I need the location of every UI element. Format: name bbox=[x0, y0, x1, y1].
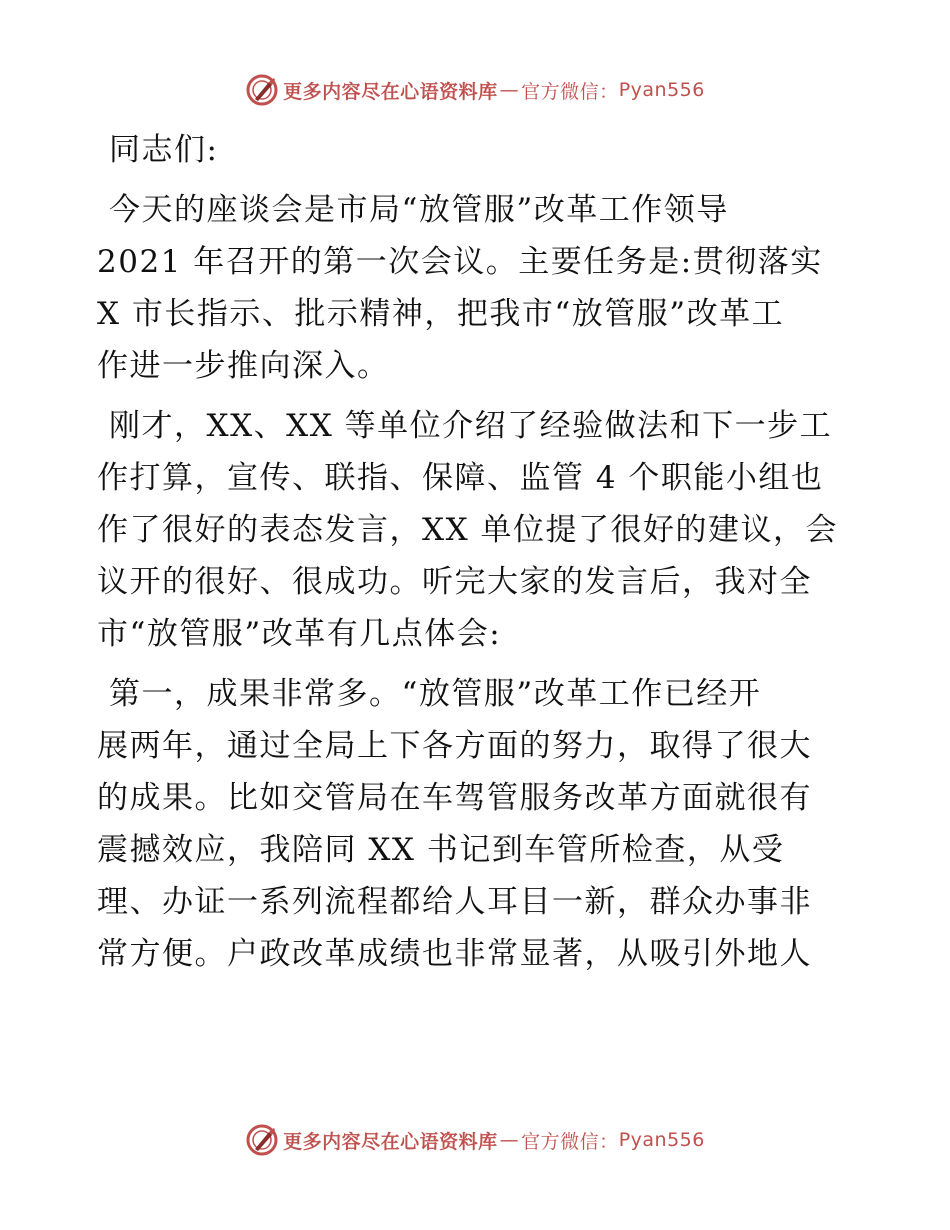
footer-watermark bbox=[0, 1120, 950, 1160]
paragraph-line: 今天的座谈会是市局“放管服”改革工作领导 bbox=[109, 192, 729, 228]
paragraph-line: 作了很好的表态发言，XX 单位提了很好的建议，会 bbox=[97, 512, 838, 548]
pen-nib-circle-logo-icon bbox=[245, 1123, 279, 1157]
paragraph-line: X 市长指示、批示精神，把我市“放管服”改革工 bbox=[97, 296, 785, 332]
paragraph-line: 常方便。户政改革成绩也非常显著，从吸引外地人 bbox=[97, 936, 812, 972]
separator: — bbox=[499, 79, 520, 101]
paragraph-line: 第一，成果非常多。“放管服”改革工作已经开 bbox=[109, 676, 762, 712]
brand-text: 更多内容尽在心语资料库 bbox=[283, 1130, 498, 1153]
brand-text: 更多内容尽在心语资料库 bbox=[283, 80, 498, 103]
paragraph-line: 作进一步推向深入。 bbox=[97, 348, 390, 384]
salutation: 同志们: bbox=[109, 132, 219, 168]
paragraph-line: 刚才，XX、XX 等单位介绍了经验做法和下一步工 bbox=[109, 408, 833, 444]
paragraph-3 bbox=[97, 668, 857, 980]
paragraph-line: 理、办证一系列流程都给人耳目一新，群众办事非 bbox=[97, 884, 812, 920]
paragraph-line: 震撼效应，我陪同 XX 书记到车管所检查，从受 bbox=[97, 832, 785, 868]
paragraph-line: 的成果。比如交管局在车驾管服务改革方面就很有 bbox=[97, 780, 812, 816]
separator: — bbox=[499, 1129, 520, 1151]
paragraph-line: 市“放管服”改革有几点体会: bbox=[97, 616, 502, 652]
paragraph-line: 展两年，通过全局上下各方面的努力，取得了很大 bbox=[97, 728, 812, 764]
paragraph-2 bbox=[97, 400, 857, 660]
paragraph-line: 2021 年召开的第一次会议。主要任务是:贯彻落实 bbox=[97, 244, 823, 280]
wechat-label: 官方微信： bbox=[521, 1130, 619, 1153]
wechat-label: 官方微信： bbox=[521, 80, 619, 103]
document-body bbox=[97, 124, 857, 988]
paragraph-1 bbox=[97, 184, 857, 392]
wechat-id: Pyan556 bbox=[618, 79, 705, 101]
salutation-paragraph bbox=[97, 124, 857, 176]
pen-nib-circle-logo-icon bbox=[245, 73, 279, 107]
paragraph-line: 议开的很好、很成功。听完大家的发言后，我对全 bbox=[97, 564, 812, 600]
paragraph-line: 作打算，宣传、联指、保障、监管 4 个职能小组也 bbox=[97, 460, 824, 496]
header-watermark bbox=[0, 70, 950, 110]
wechat-id: Pyan556 bbox=[618, 1129, 705, 1151]
